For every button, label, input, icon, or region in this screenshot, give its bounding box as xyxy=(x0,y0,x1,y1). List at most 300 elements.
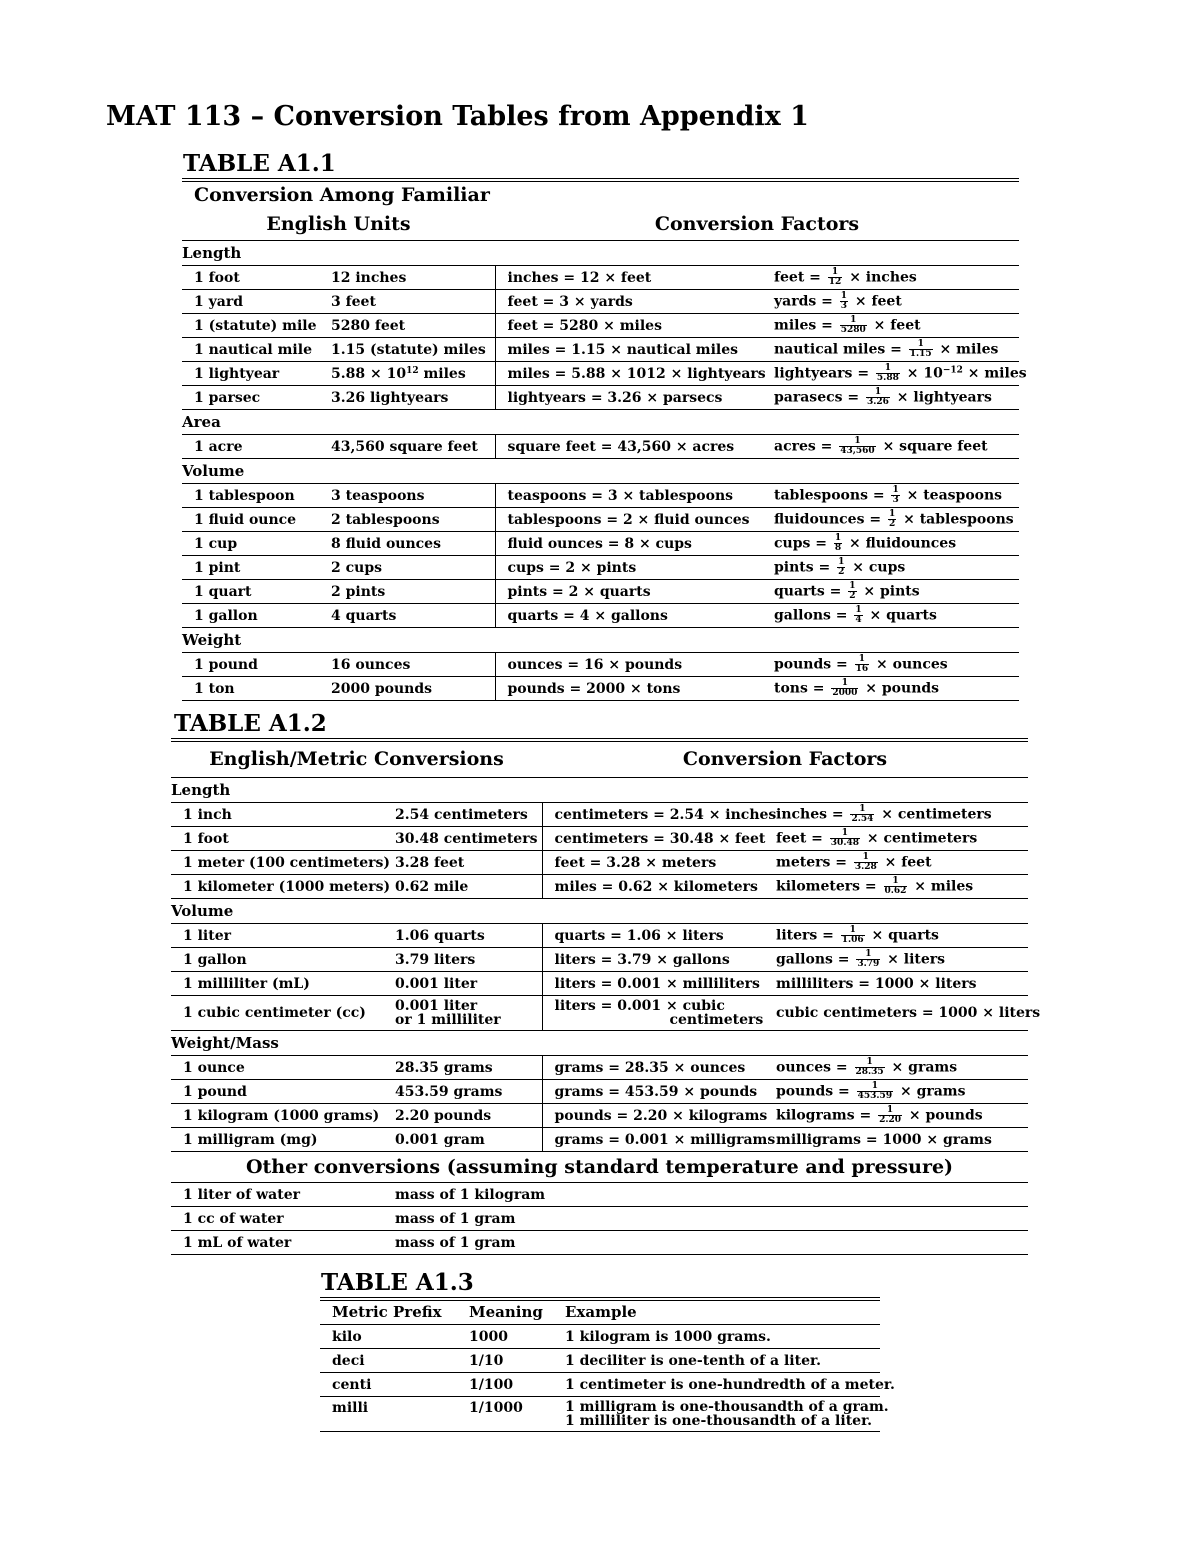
table-row xyxy=(171,1183,1028,1207)
section-label: Length xyxy=(171,778,1028,803)
factor-forward-cell xyxy=(542,803,777,827)
equivalent-cell xyxy=(383,875,542,899)
unit-cell: 1 cup xyxy=(182,532,319,556)
equivalent-cell xyxy=(383,1128,542,1152)
fraction xyxy=(850,805,874,824)
table-row xyxy=(171,948,1028,972)
factor-rhs: × tablespoons xyxy=(898,511,1014,528)
equivalent-cell xyxy=(319,435,495,459)
prefix-cell: centi xyxy=(320,1373,457,1397)
fraction-numerator: 1 xyxy=(884,877,908,887)
table-row xyxy=(182,338,1019,362)
factor-forward-cell xyxy=(542,851,764,875)
factor-reverse-cell xyxy=(764,996,1041,1031)
fraction-denominator: 2.54 xyxy=(851,814,874,824)
prefix-cell: kilo xyxy=(320,1325,457,1349)
equivalent-cell xyxy=(383,972,542,996)
factor-rhs: × quarts xyxy=(864,607,937,624)
factor-reverse-cell xyxy=(762,653,1019,677)
factor-reverse-cell xyxy=(762,604,1019,628)
equivalent: 3 teaspoons xyxy=(331,487,425,504)
equivalent-cell xyxy=(319,532,495,556)
equivalent-cell xyxy=(319,508,495,532)
table-row xyxy=(182,362,1019,386)
t3-header-example: Example xyxy=(553,1299,880,1325)
factor-reverse-cell xyxy=(764,948,1028,972)
equivalent-cell xyxy=(319,266,495,290)
fraction-denominator: 16 xyxy=(855,664,869,674)
equivalent-cell xyxy=(383,851,542,875)
equivalent: 4 quarts xyxy=(331,607,397,624)
factor-lhs: pounds = xyxy=(774,656,853,673)
fraction-denominator: 3 xyxy=(892,495,899,505)
factor-forward-cell xyxy=(542,1080,764,1104)
table-row xyxy=(182,677,1019,701)
factor-reverse-cell xyxy=(764,972,1028,996)
fraction xyxy=(839,437,875,456)
factor-reverse-cell xyxy=(764,851,1028,875)
factor-rhs: × inches xyxy=(844,269,917,286)
unit-cell: 1 gallon xyxy=(182,604,319,628)
factor-forward-cell xyxy=(542,1056,764,1080)
factor-reverse-cell xyxy=(762,362,1027,386)
factor-forward: fluid ounces = 8 × cups xyxy=(507,535,692,552)
factor-rhs: × cups xyxy=(847,559,906,576)
equivalent: 3.79 liters xyxy=(395,951,476,968)
factor-forward: feet = 5280 × miles xyxy=(507,317,662,334)
example: 1 milligram is one-thousandth of a gram. xyxy=(565,1399,889,1415)
equivalent-cell xyxy=(319,338,495,362)
fraction-numerator: 1 xyxy=(876,364,900,374)
table-row xyxy=(171,924,1028,948)
t2-header-right: Conversion Factors xyxy=(542,740,1028,778)
factor-rhs: × pounds xyxy=(904,1107,983,1124)
fraction-numerator: 1 xyxy=(849,581,856,591)
equivalent-cell xyxy=(383,1056,542,1080)
equivalent: 2.54 centimeters xyxy=(395,806,528,823)
equivalent: 2 pints xyxy=(331,583,386,600)
factor-reverse-cell xyxy=(764,1104,1028,1128)
factor-forward: pounds = 2000 × tons xyxy=(507,680,681,697)
table-row xyxy=(182,484,1019,508)
fraction xyxy=(841,926,865,945)
equivalent: 2 cups xyxy=(331,559,382,576)
example-cell xyxy=(553,1325,880,1349)
fraction-denominator: 3.79 xyxy=(857,959,880,969)
unit-cell: 1 nautical mile xyxy=(182,338,319,362)
fraction-numerator: 1 xyxy=(866,388,890,398)
factor-forward-cell xyxy=(495,290,762,314)
table-a1-3-label: TABLE A1.3 xyxy=(321,1269,474,1296)
t3-header-row xyxy=(320,1299,880,1325)
factor-rhs-tail: × miles xyxy=(962,365,1027,382)
fraction-denominator: 0.62 xyxy=(884,886,907,896)
table-row xyxy=(182,604,1019,628)
unit-cell: 1 cc of water xyxy=(171,1207,383,1231)
unit-cell: 1 pint xyxy=(182,556,319,580)
example-cell xyxy=(553,1373,895,1397)
prefix-cell: deci xyxy=(320,1349,457,1373)
factor-lhs: kilograms = xyxy=(776,1107,877,1124)
table-row xyxy=(182,580,1019,604)
factor-rhs: × pounds xyxy=(860,680,940,697)
equivalent: 8 fluid ounces xyxy=(331,535,441,552)
table-row xyxy=(182,556,1019,580)
factor-forward-cell xyxy=(495,580,762,604)
unit-cell: 1 milligram (mg) xyxy=(171,1128,383,1152)
example: 1 kilogram is 1000 grams. xyxy=(565,1328,771,1345)
unit-cell: 1 fluid ounce xyxy=(182,508,319,532)
factor-forward-cell xyxy=(495,532,762,556)
equivalent: 16 ounces xyxy=(331,656,411,673)
equivalent-cell xyxy=(383,803,542,827)
factor-lhs: meters = xyxy=(776,854,852,871)
factor-reverse-cell xyxy=(762,580,1019,604)
equivalent-cell xyxy=(383,996,542,1031)
factor-reverse: milligrams = 1000 × grams xyxy=(776,1131,992,1148)
factor-forward: liters = 3.79 × gallons xyxy=(554,951,730,968)
section-row xyxy=(182,459,1019,484)
factor-forward-cell xyxy=(495,677,762,701)
fraction xyxy=(848,582,856,601)
factor-lhs: inches = xyxy=(776,806,849,823)
equivalent-cell xyxy=(383,948,542,972)
factor-reverse-cell xyxy=(762,338,1019,362)
fraction-denominator: 12 xyxy=(828,277,842,287)
factor-rhs: × grams xyxy=(886,1059,958,1076)
table-row xyxy=(182,386,1019,410)
fraction-numerator: 1 xyxy=(892,485,899,495)
table-row xyxy=(320,1325,880,1349)
fraction-numerator: 1 xyxy=(888,509,896,519)
equivalent: 0.62 mile xyxy=(395,878,469,895)
fraction-denominator: 3 xyxy=(840,301,847,311)
factor-forward: centimeters = 30.48 × feet xyxy=(554,830,766,847)
equivalent: 2000 pounds xyxy=(331,680,432,697)
factor-forward-cell xyxy=(495,386,762,410)
factor-forward-cell xyxy=(542,1104,768,1128)
equivalent-cell xyxy=(383,1104,542,1128)
exponent: 12 xyxy=(406,365,419,376)
fraction xyxy=(840,316,867,335)
fraction xyxy=(855,655,870,674)
unit-cell: 1 lightyear xyxy=(182,362,319,386)
equivalent: 3.28 feet xyxy=(395,854,465,871)
factor-forward-cell xyxy=(495,484,762,508)
factor-forward: ounces = 16 × pounds xyxy=(507,656,683,673)
factor-rhs: × 10 xyxy=(901,365,943,382)
factor-forward-cell xyxy=(495,314,762,338)
factor-reverse-cell xyxy=(762,508,1019,532)
example: 1 centimeter is one-hundredth of a meter. xyxy=(565,1376,895,1393)
factor-forward-line2: centimeters xyxy=(669,1012,764,1028)
factor-rhs: × miles xyxy=(934,341,999,358)
factor-rhs: × lightyears xyxy=(891,389,992,406)
factor-rhs: × feet xyxy=(850,293,902,310)
unit-cell: 1 liter xyxy=(171,924,383,948)
factor-forward-cell xyxy=(495,266,762,290)
factor-forward: grams = 0.001 × milligrams xyxy=(554,1131,776,1148)
example: 1 deciliter is one-tenth of a liter. xyxy=(565,1352,821,1369)
factor-rhs: × teaspoons xyxy=(901,487,1003,504)
fraction-numerator: 1 xyxy=(840,316,867,326)
fraction-numerator: 1 xyxy=(841,926,865,936)
fraction xyxy=(837,558,845,577)
section-label: Volume xyxy=(171,899,1028,924)
fraction xyxy=(854,853,878,872)
factor-forward: pounds = 2.20 × kilograms xyxy=(554,1107,768,1124)
section-label: Volume xyxy=(182,459,1019,484)
meaning-cell: 1/1000 xyxy=(457,1397,553,1432)
factor-forward: inches = 12 × feet xyxy=(507,269,652,286)
factor-forward-cell xyxy=(495,604,762,628)
factor-forward-cell xyxy=(495,653,762,677)
factor-reverse-cell xyxy=(764,1128,1028,1152)
equivalent: 43,560 square feet xyxy=(331,438,478,455)
factor-reverse-cell xyxy=(762,386,1019,410)
page-title: MAT 113 – Conversion Tables from Appendix 1 xyxy=(106,101,809,132)
table-row xyxy=(171,1231,1028,1255)
t1-header-left-1: Conversion Among Familiar xyxy=(194,183,490,206)
table-a1-2 xyxy=(171,738,1041,1255)
fraction-numerator: 1 xyxy=(856,950,880,960)
fraction-numerator: 1 xyxy=(878,1106,902,1116)
equivalent: 5.88 × 10 xyxy=(331,365,407,382)
factor-rhs: × feet xyxy=(879,854,932,871)
factor-lhs: feet = xyxy=(776,830,828,847)
factor-reverse: cubic centimeters = 1000 × liters xyxy=(776,1005,1041,1021)
unit-cell: 1 ounce xyxy=(171,1056,383,1080)
fraction-denominator: 4 xyxy=(855,615,862,625)
unit-cell: 1 liter of water xyxy=(171,1183,383,1207)
table-row xyxy=(171,1207,1028,1231)
table-a1-1 xyxy=(182,178,1027,701)
fraction-denominator: 2000 xyxy=(832,688,858,698)
table-row xyxy=(171,875,1028,899)
unit-cell: 1 (statute) mile xyxy=(182,314,319,338)
factor-lhs: yards = xyxy=(774,293,838,310)
factor-forward-cell xyxy=(542,972,764,996)
factor-forward: liters = 0.001 × milliliters xyxy=(554,975,760,992)
table-row xyxy=(171,1128,1028,1152)
factor-reverse-cell xyxy=(762,266,1019,290)
factor-reverse-cell xyxy=(762,435,1019,459)
factor-reverse-cell xyxy=(764,924,1028,948)
fraction xyxy=(834,534,842,553)
table-row xyxy=(182,435,1019,459)
factor-reverse-cell xyxy=(762,290,1019,314)
factor-reverse-cell xyxy=(762,556,1019,580)
factor-forward-cell xyxy=(542,1128,776,1152)
equivalent-cell xyxy=(319,580,495,604)
factor-forward: miles = 0.62 × kilometers xyxy=(554,878,758,895)
fraction-numerator: 1 xyxy=(909,340,933,350)
factor-forward: lightyears = 3.26 × parsecs xyxy=(507,389,723,406)
factor-lhs: pints = xyxy=(774,559,836,576)
section-label: Weight xyxy=(182,628,1019,653)
factor-forward: miles = 1.15 × nautical miles xyxy=(507,341,739,358)
equivalent: 28.35 grams xyxy=(395,1059,493,1076)
section-row xyxy=(182,410,1019,435)
equivalent: 2.20 pounds xyxy=(395,1107,492,1124)
equivalent-cell: mass of 1 gram xyxy=(383,1231,1028,1255)
equivalent: 30.48 centimeters xyxy=(395,830,538,847)
factor-lhs: kilometers = xyxy=(776,878,882,895)
table-row xyxy=(182,314,1019,338)
table-row xyxy=(320,1397,880,1432)
table-row xyxy=(182,290,1019,314)
t2-header-left: English/Metric Conversions xyxy=(171,740,542,778)
factor-forward: centimeters = 2.54 × inches xyxy=(554,806,777,823)
fraction xyxy=(866,388,890,407)
fraction xyxy=(891,486,899,505)
unit-cell: 1 pound xyxy=(182,653,319,677)
fraction-denominator: 2 xyxy=(849,591,856,601)
equivalent-cell xyxy=(383,1080,542,1104)
table-row xyxy=(182,532,1019,556)
fraction xyxy=(878,1106,902,1125)
equivalent: 3 feet xyxy=(331,293,376,310)
equivalent: 1.06 quarts xyxy=(395,927,485,944)
unit-cell: 1 yard xyxy=(182,290,319,314)
factor-lhs: cups = xyxy=(774,535,832,552)
equivalent: 453.59 grams xyxy=(395,1083,503,1100)
t3-header-meaning: Meaning xyxy=(457,1299,553,1325)
factor-forward-cell xyxy=(495,362,766,386)
factor-forward-cell xyxy=(495,435,762,459)
factor-forward-cell xyxy=(542,875,764,899)
exponent: −12 xyxy=(942,365,963,376)
table-a1-1-label: TABLE A1.1 xyxy=(183,150,336,177)
factor-reverse-cell xyxy=(764,803,1028,827)
fraction-numerator: 1 xyxy=(857,1082,893,1092)
table-a1-3 xyxy=(320,1297,895,1432)
factor-lhs: acres = xyxy=(774,438,838,455)
fraction xyxy=(828,268,843,287)
section-row xyxy=(182,628,1019,653)
fraction xyxy=(876,364,900,383)
fraction-denominator: 3.26 xyxy=(866,397,889,407)
unit-cell: 1 tablespoon xyxy=(182,484,319,508)
factor-forward: quarts = 1.06 × liters xyxy=(554,927,724,944)
fraction-numerator: 1 xyxy=(831,679,858,689)
factor-forward: grams = 28.35 × ounces xyxy=(554,1059,746,1076)
fraction-numerator: 1 xyxy=(834,533,842,543)
factor-lhs: feet = xyxy=(774,269,826,286)
fraction-numerator: 1 xyxy=(839,437,875,447)
factor-lhs: liters = xyxy=(776,927,839,944)
unit-cell: 1 meter (100 centimeters) xyxy=(171,851,383,875)
factor-rhs: × feet xyxy=(868,317,921,334)
factor-rhs: × quarts xyxy=(866,927,939,944)
table-row xyxy=(171,851,1028,875)
unit-cell: 1 acre xyxy=(182,435,319,459)
equivalent: 0.001 liter xyxy=(395,975,478,992)
fraction-denominator: 5.88 xyxy=(876,373,899,383)
factor-lhs: tablespoons = xyxy=(774,487,890,504)
unit-cell: 1 ton xyxy=(182,677,319,701)
factor-lhs: miles = xyxy=(774,317,838,334)
table-row xyxy=(171,1080,1028,1104)
equivalent: 0.001 gram xyxy=(395,1131,485,1148)
factor-lhs: tons = xyxy=(774,680,830,697)
equivalent-cell xyxy=(319,653,495,677)
factor-forward: tablespoons = 2 × fluid ounces xyxy=(507,511,750,528)
fraction-denominator: 2 xyxy=(888,519,896,529)
t1-header-left-2: English Units xyxy=(182,208,495,241)
factor-lhs: quarts = xyxy=(774,583,847,600)
factor-reverse-cell xyxy=(762,532,1019,556)
fraction-numerator: 1 xyxy=(830,829,860,839)
factor-rhs: × liters xyxy=(882,951,946,968)
equivalent-cell xyxy=(319,604,495,628)
unit-cell: 1 cubic centimeter (cc) xyxy=(171,996,383,1031)
unit-cell: 1 milliliter (mL) xyxy=(171,972,383,996)
factor-forward-cell xyxy=(495,556,762,580)
fraction-numerator: 1 xyxy=(838,557,845,567)
fraction-denominator: 1.15 xyxy=(909,349,932,359)
meaning-cell: 1/100 xyxy=(457,1373,553,1397)
factor-reverse-cell xyxy=(764,827,1028,851)
fraction-denominator: 30.48 xyxy=(830,838,859,848)
fraction-denominator: 2 xyxy=(838,567,845,577)
table-row xyxy=(171,1056,1028,1080)
fraction xyxy=(831,679,858,698)
equivalent-cell xyxy=(383,827,542,851)
equivalent: 2 tablespoons xyxy=(331,511,440,528)
fraction-denominator: 5280 xyxy=(840,325,866,335)
table-row xyxy=(171,996,1028,1031)
equivalent-cell xyxy=(383,924,542,948)
fraction xyxy=(909,340,933,359)
factor-lhs: ounces = xyxy=(776,1059,853,1076)
fraction-numerator: 1 xyxy=(840,291,847,301)
factor-forward-cell xyxy=(495,508,762,532)
equivalent: 5280 feet xyxy=(331,317,406,334)
factor-reverse-cell xyxy=(762,484,1019,508)
unit-cell: 1 pound xyxy=(171,1080,383,1104)
fraction-denominator: 3.28 xyxy=(854,862,877,872)
fraction xyxy=(854,606,862,625)
factor-rhs: × miles xyxy=(909,878,974,895)
table-row xyxy=(171,803,1028,827)
factor-lhs: lightyears = xyxy=(774,365,874,382)
factor-forward: liters = 0.001 × cubic xyxy=(554,998,725,1014)
section-label: Length xyxy=(182,241,1019,266)
equivalent-cell xyxy=(319,677,495,701)
table-row xyxy=(182,266,1019,290)
section-row xyxy=(171,899,1028,924)
table-row xyxy=(320,1349,880,1373)
unit-cell: 1 mL of water xyxy=(171,1231,383,1255)
fraction-denominator: 2.20 xyxy=(879,1115,902,1125)
equivalent-cell xyxy=(319,362,495,386)
equivalent-line2: or 1 milliliter xyxy=(395,1012,501,1028)
factor-rhs: × fluidounces xyxy=(844,535,957,552)
factor-reverse-cell xyxy=(764,875,1028,899)
section-row xyxy=(171,1031,1028,1056)
fraction xyxy=(857,1082,893,1101)
unit-cell: 1 gallon xyxy=(171,948,383,972)
factor-rhs: × ounces xyxy=(871,656,948,673)
factor-reverse-cell xyxy=(762,677,1019,701)
factor-forward-cell xyxy=(495,338,762,362)
fraction xyxy=(840,292,848,311)
meaning-cell: 1000 xyxy=(457,1325,553,1349)
factor-reverse-cell xyxy=(762,314,1019,338)
fraction-denominator: 8 xyxy=(834,543,842,553)
factor-forward: cups = 2 × pints xyxy=(507,559,637,576)
